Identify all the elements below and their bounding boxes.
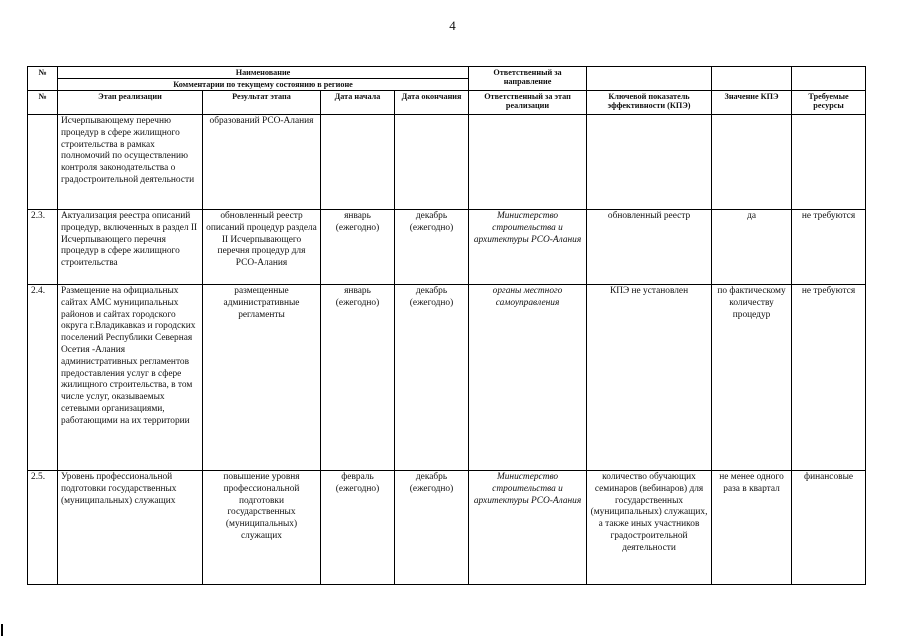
- row-rezultat: размещенные административные регламенты: [203, 285, 321, 471]
- row-num: [28, 115, 58, 210]
- header-etap: Этап реализации: [58, 91, 203, 115]
- row-otv: Министерство строительства и архитектуры РСО-Алания: [469, 471, 587, 585]
- table-row: [28, 471, 866, 585]
- header-row-3: [28, 91, 866, 115]
- header-znachenie: Значение КПЭ: [712, 91, 792, 115]
- header-row-1: [28, 67, 866, 79]
- row-res: финансовые: [792, 471, 866, 585]
- row-num: 2.5.: [28, 471, 58, 585]
- row-kpe: обновленный реестр: [587, 210, 712, 285]
- row-res: не требуются: [792, 210, 866, 285]
- header-empty-3: [792, 67, 866, 91]
- row-etap: Исчерпывающему перечню процедур в сфере жилищного строительства в рамках полномочий по осуществлению контроля законодательства о градостроительной деятельности: [58, 115, 203, 210]
- row-etap: Уровень профессиональной подготовки государственных (муниципальных) служащих: [58, 471, 203, 585]
- header-rezultat: Результат этапа: [203, 91, 321, 115]
- row-otv: Министерство строительства и архитектуры РСО-Алания: [469, 210, 587, 285]
- scan-edge-mark: [1, 624, 3, 636]
- header-num-2: №: [28, 91, 58, 115]
- row-kpe: количество обучающих семинаров (вебинаров) для государственных (муниципальных) служащих, а также иных участников градостроительной деятельности: [587, 471, 712, 585]
- row-rezultat: образований РСО-Алания: [203, 115, 321, 210]
- row-start: январь (ежегодно): [321, 285, 395, 471]
- header-otv-etap: Ответственный за этап реализации: [469, 91, 587, 115]
- header-resursy: Требуемые ресурсы: [792, 91, 866, 115]
- row-znach: да: [712, 210, 792, 285]
- row-rezultat: обновленный реестр описаний процедур раздела II Исчерпывающего перечня процедур для РСО-Алания: [203, 210, 321, 285]
- row-start: февраль (ежегодно): [321, 471, 395, 585]
- table-row: [28, 115, 866, 210]
- row-otv: [469, 115, 587, 210]
- row-start: январь (ежегодно): [321, 210, 395, 285]
- row-num: 2.4.: [28, 285, 58, 471]
- row-res: не требуются: [792, 285, 866, 471]
- header-otv-napravlenie: Ответственный за направление: [469, 67, 587, 91]
- row-znach: по фактическому количеству процедур: [712, 285, 792, 471]
- header-kpe: Ключевой показатель эффективности (КПЭ): [587, 91, 712, 115]
- table-row: [28, 210, 866, 285]
- row-znach: не менее одного раза в квартал: [712, 471, 792, 585]
- header-kommentarii: Комментарии по текущему состоянию в регионе: [58, 79, 469, 91]
- header-data-okonchania: Дата окончания: [395, 91, 469, 115]
- row-num: 2.3.: [28, 210, 58, 285]
- header-empty-2: [712, 67, 792, 91]
- row-end: декабрь (ежегодно): [395, 471, 469, 585]
- row-kpe: [587, 115, 712, 210]
- header-empty-1: [587, 67, 712, 91]
- header-data-nachala: Дата начала: [321, 91, 395, 115]
- row-etap: Актуализация реестра описаний процедур, включенных в раздел II Исчерпывающего перечня процедур в сфере жилищного строительства: [58, 210, 203, 285]
- row-kpe: КПЭ не установлен: [587, 285, 712, 471]
- header-num: №: [28, 67, 58, 91]
- page-number: 4: [449, 18, 456, 33]
- row-etap: Размещение на официальных сайтах АМС муниципальных районов и сайтах городского округа г.Владикавказ и городских поселений Республики Северная Осетия -Алания административных регламентов предоставления услуг в сфере жилищного строительства, в том числе услуг, оказываемых сетевыми организациями, работающими на их территории: [58, 285, 203, 471]
- table-row: [28, 285, 866, 471]
- row-end: декабрь (ежегодно): [395, 210, 469, 285]
- plan-table: [27, 66, 866, 585]
- row-rezultat: повышение уровня профессиональной подготовки государственных (муниципальных) служащих: [203, 471, 321, 585]
- header-naimenovanie: Наименование: [58, 67, 469, 79]
- row-otv: органы местного самоуправления: [469, 285, 587, 471]
- row-znach: [712, 115, 792, 210]
- row-end: [395, 115, 469, 210]
- row-res: [792, 115, 866, 210]
- row-start: [321, 115, 395, 210]
- row-end: декабрь (ежегодно): [395, 285, 469, 471]
